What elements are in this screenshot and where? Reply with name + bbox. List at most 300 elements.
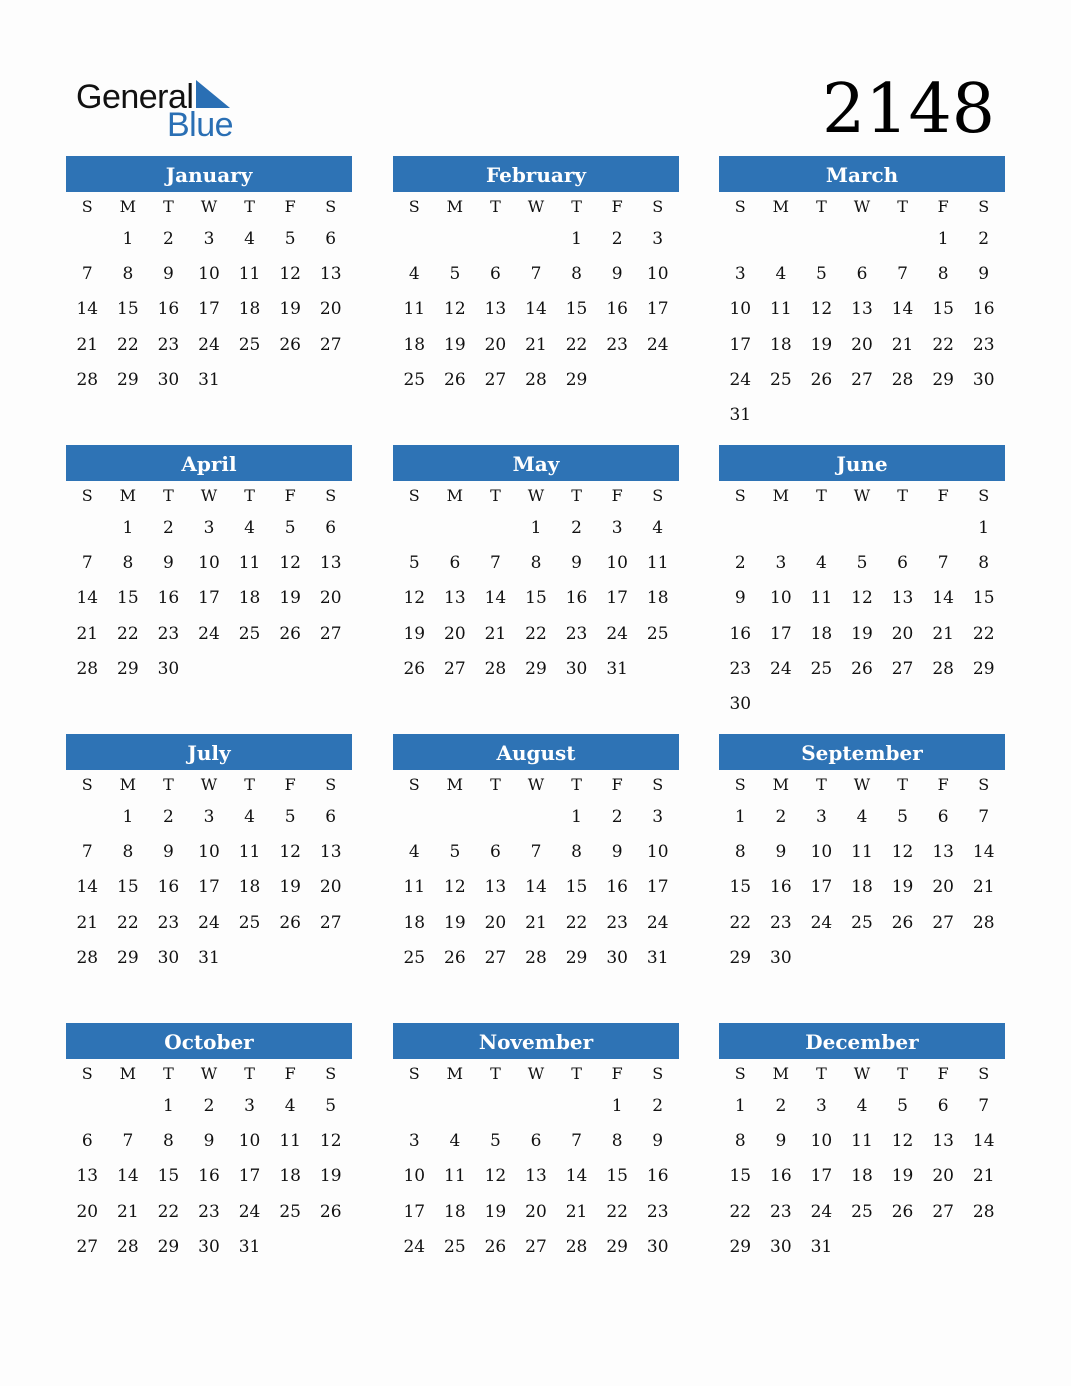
day-empty bbox=[67, 1089, 108, 1124]
month-header: June bbox=[719, 445, 1005, 481]
day-cell: 31 bbox=[238, 1236, 261, 1257]
day-cell: 25 bbox=[770, 369, 792, 390]
weekday-label: T bbox=[163, 775, 174, 794]
day-cell: 29 bbox=[157, 1236, 180, 1257]
month-header: March bbox=[719, 156, 1005, 192]
weekday-label: S bbox=[325, 197, 337, 216]
day-cell: 1 bbox=[122, 807, 134, 827]
weekday-label: W bbox=[527, 1064, 545, 1083]
day-cell: 23 bbox=[646, 1201, 669, 1222]
day-cell: 11 bbox=[238, 264, 261, 285]
day-cell: 5 bbox=[284, 807, 296, 827]
day-cell: 17 bbox=[810, 1166, 833, 1187]
day-cell: 8 bbox=[937, 264, 949, 285]
month-header: August bbox=[393, 734, 679, 770]
day-cell: 22 bbox=[932, 334, 954, 355]
day-cell: 3 bbox=[203, 229, 215, 249]
day-cell: 16 bbox=[157, 588, 180, 609]
day-empty bbox=[516, 800, 557, 835]
weekday-label: S bbox=[81, 775, 93, 794]
day-cell: 9 bbox=[775, 842, 787, 863]
day-cell: 20 bbox=[851, 334, 873, 355]
weekday-label: S bbox=[734, 197, 746, 216]
day-cell: 17 bbox=[403, 1201, 426, 1222]
weekday-label: S bbox=[81, 197, 93, 216]
day-cell: 4 bbox=[775, 264, 787, 285]
day-cell: 4 bbox=[856, 1096, 868, 1116]
day-cell: 16 bbox=[770, 877, 792, 898]
weekday-label: S bbox=[734, 486, 746, 505]
day-cell: 30 bbox=[606, 947, 628, 968]
day-cell: 21 bbox=[972, 877, 995, 898]
day-cell: 28 bbox=[117, 1236, 139, 1257]
day-cell: 3 bbox=[734, 264, 746, 285]
day-cell: 20 bbox=[525, 1201, 547, 1222]
weekday-label: W bbox=[200, 775, 218, 794]
day-cell: 13 bbox=[851, 299, 873, 320]
weekday-label: W bbox=[853, 486, 871, 505]
day-cell: 12 bbox=[891, 1131, 914, 1152]
day-cell: 29 bbox=[606, 1236, 628, 1257]
month-header: May bbox=[393, 445, 679, 481]
day-cell: 3 bbox=[652, 807, 664, 827]
weekday-label: W bbox=[853, 197, 871, 216]
day-empty bbox=[842, 511, 883, 546]
day-cell: 6 bbox=[937, 807, 949, 827]
day-cell: 7 bbox=[530, 264, 542, 285]
day-cell: 13 bbox=[525, 1166, 547, 1187]
day-cell: 1 bbox=[734, 807, 746, 827]
day-cell: 1 bbox=[163, 1096, 174, 1116]
day-cell: 7 bbox=[81, 842, 93, 863]
day-cell: 9 bbox=[611, 264, 623, 285]
weekday-label: W bbox=[853, 775, 871, 794]
day-cell: 2 bbox=[611, 807, 623, 827]
day-cell: 6 bbox=[449, 553, 461, 574]
day-cell: 19 bbox=[279, 299, 301, 320]
weekday-label: S bbox=[978, 486, 990, 505]
day-empty bbox=[720, 222, 761, 257]
month-header: February bbox=[393, 156, 679, 192]
day-cell: 28 bbox=[932, 658, 954, 679]
day-cell: 24 bbox=[810, 1201, 833, 1222]
day-cell: 18 bbox=[851, 877, 873, 898]
day-cell: 7 bbox=[571, 1131, 582, 1152]
day-cell: 26 bbox=[279, 912, 301, 933]
day-cell: 24 bbox=[729, 369, 752, 390]
day-cell: 19 bbox=[403, 623, 426, 644]
day-cell: 13 bbox=[932, 842, 954, 863]
day-cell: 4 bbox=[244, 807, 255, 827]
month-november bbox=[393, 1023, 679, 1265]
day-empty bbox=[842, 222, 883, 257]
day-cell: 5 bbox=[408, 553, 420, 574]
day-cell: 1 bbox=[978, 518, 990, 538]
day-cell: 28 bbox=[76, 369, 99, 390]
weekday-label: F bbox=[611, 775, 623, 794]
day-cell: 6 bbox=[856, 264, 868, 285]
day-cell: 3 bbox=[203, 807, 215, 827]
day-cell: 31 bbox=[729, 404, 752, 425]
weekday-label: T bbox=[244, 775, 255, 794]
day-cell: 12 bbox=[319, 1131, 342, 1152]
month-grid bbox=[393, 770, 679, 976]
day-cell: 9 bbox=[652, 1131, 664, 1152]
day-cell: 2 bbox=[571, 518, 582, 538]
day-cell: 2 bbox=[163, 229, 174, 249]
day-cell: 18 bbox=[238, 877, 261, 898]
day-cell: 6 bbox=[81, 1131, 93, 1152]
day-cell: 10 bbox=[770, 588, 792, 609]
weekday-label: S bbox=[408, 1064, 420, 1083]
day-cell: 20 bbox=[319, 588, 342, 609]
day-cell: 25 bbox=[238, 912, 261, 933]
day-cell: 4 bbox=[408, 842, 420, 863]
month-july bbox=[66, 734, 352, 976]
day-cell: 15 bbox=[117, 588, 139, 609]
day-cell: 24 bbox=[198, 623, 220, 644]
day-empty bbox=[67, 800, 108, 835]
day-cell: 14 bbox=[972, 842, 995, 863]
day-cell: 23 bbox=[157, 623, 180, 644]
day-cell: 24 bbox=[403, 1236, 426, 1257]
day-empty bbox=[475, 222, 516, 257]
day-cell: 25 bbox=[403, 947, 426, 968]
day-cell: 5 bbox=[897, 807, 908, 827]
day-cell: 30 bbox=[198, 1236, 220, 1257]
weekday-label: T bbox=[163, 197, 174, 216]
month-grid bbox=[393, 1059, 679, 1265]
day-cell: 14 bbox=[117, 1166, 139, 1187]
day-cell: 17 bbox=[646, 299, 669, 320]
day-cell: 28 bbox=[972, 912, 995, 933]
day-cell: 20 bbox=[319, 299, 342, 320]
day-cell: 9 bbox=[163, 842, 174, 863]
weekday-label: M bbox=[772, 486, 790, 505]
day-cell: 22 bbox=[117, 912, 139, 933]
day-cell: 17 bbox=[198, 299, 220, 320]
day-cell: 27 bbox=[76, 1236, 99, 1257]
day-cell: 23 bbox=[565, 623, 588, 644]
day-cell: 17 bbox=[729, 334, 752, 355]
day-cell: 17 bbox=[810, 877, 833, 898]
weekday-label: W bbox=[527, 486, 545, 505]
month-october bbox=[66, 1023, 352, 1265]
day-cell: 29 bbox=[565, 947, 588, 968]
day-cell: 19 bbox=[891, 877, 914, 898]
day-cell: 10 bbox=[729, 299, 752, 320]
weekday-label: T bbox=[816, 1064, 827, 1083]
day-cell: 9 bbox=[163, 264, 174, 285]
day-cell: 25 bbox=[403, 369, 426, 390]
day-cell: 27 bbox=[319, 912, 342, 933]
day-cell: 19 bbox=[810, 334, 833, 355]
day-cell: 13 bbox=[319, 842, 342, 863]
weekday-label: S bbox=[408, 197, 420, 216]
day-cell: 26 bbox=[444, 369, 466, 390]
month-grid bbox=[719, 192, 1005, 433]
day-empty bbox=[761, 222, 802, 257]
day-cell: 28 bbox=[565, 1236, 588, 1257]
day-cell: 29 bbox=[729, 947, 752, 968]
day-cell: 23 bbox=[770, 1201, 792, 1222]
day-cell: 23 bbox=[972, 334, 995, 355]
weekday-label: S bbox=[652, 486, 664, 505]
weekday-label: F bbox=[611, 486, 623, 505]
day-cell: 8 bbox=[571, 264, 582, 285]
day-cell: 23 bbox=[198, 1201, 220, 1222]
day-cell: 8 bbox=[978, 553, 990, 574]
weekday-label: M bbox=[772, 1064, 790, 1083]
day-cell: 21 bbox=[972, 1166, 995, 1187]
day-cell: 13 bbox=[319, 553, 342, 574]
brand-logo bbox=[76, 78, 246, 142]
day-cell: 19 bbox=[851, 623, 873, 644]
day-empty bbox=[435, 222, 476, 257]
day-cell: 31 bbox=[606, 658, 628, 679]
day-cell: 19 bbox=[484, 1201, 507, 1222]
weekday-label: T bbox=[490, 1064, 501, 1083]
day-empty bbox=[882, 511, 923, 546]
day-cell: 4 bbox=[816, 553, 827, 574]
day-cell: 15 bbox=[729, 1166, 752, 1187]
day-cell: 25 bbox=[646, 623, 669, 644]
day-cell: 9 bbox=[978, 264, 990, 285]
day-cell: 8 bbox=[530, 553, 542, 574]
month-header: November bbox=[393, 1023, 679, 1059]
day-cell: 5 bbox=[449, 264, 461, 285]
day-cell: 4 bbox=[652, 518, 664, 538]
day-cell: 29 bbox=[972, 658, 995, 679]
weekday-label: W bbox=[200, 1064, 218, 1083]
weekday-label: T bbox=[816, 197, 827, 216]
day-empty bbox=[923, 511, 964, 546]
day-cell: 12 bbox=[891, 842, 914, 863]
weekday-label: S bbox=[978, 197, 990, 216]
day-cell: 24 bbox=[198, 334, 220, 355]
month-header: October bbox=[66, 1023, 352, 1059]
day-cell: 7 bbox=[937, 553, 949, 574]
day-cell: 10 bbox=[646, 842, 669, 863]
weekday-label: M bbox=[119, 486, 137, 505]
day-cell: 2 bbox=[163, 807, 174, 827]
weekday-label: S bbox=[325, 1064, 337, 1083]
month-header: July bbox=[66, 734, 352, 770]
weekday-label: T bbox=[244, 1064, 255, 1083]
day-cell: 3 bbox=[408, 1131, 420, 1152]
month-grid bbox=[719, 481, 1005, 722]
weekday-label: S bbox=[325, 486, 337, 505]
brand-name-blue: Blue bbox=[167, 106, 234, 144]
day-cell: 3 bbox=[816, 807, 827, 827]
day-cell: 5 bbox=[284, 518, 296, 538]
day-cell: 21 bbox=[525, 334, 547, 355]
day-cell: 25 bbox=[851, 912, 873, 933]
day-cell: 4 bbox=[449, 1131, 461, 1152]
day-cell: 13 bbox=[484, 877, 507, 898]
calendar-year: 2148 bbox=[821, 70, 995, 149]
weekday-label: F bbox=[937, 197, 949, 216]
day-cell: 21 bbox=[484, 623, 507, 644]
day-cell: 10 bbox=[198, 264, 220, 285]
day-cell: 26 bbox=[810, 369, 833, 390]
day-cell: 3 bbox=[775, 553, 787, 574]
day-cell: 27 bbox=[851, 369, 873, 390]
day-cell: 2 bbox=[734, 553, 746, 574]
day-cell: 26 bbox=[319, 1201, 342, 1222]
day-cell: 14 bbox=[76, 877, 99, 898]
day-cell: 27 bbox=[444, 658, 466, 679]
day-cell: 27 bbox=[932, 912, 954, 933]
day-cell: 8 bbox=[571, 842, 582, 863]
weekday-label: T bbox=[571, 197, 582, 216]
day-cell: 5 bbox=[284, 229, 296, 249]
month-header: January bbox=[66, 156, 352, 192]
day-cell: 31 bbox=[198, 369, 220, 390]
day-cell: 14 bbox=[76, 299, 99, 320]
day-cell: 16 bbox=[729, 623, 752, 644]
day-cell: 29 bbox=[729, 1236, 752, 1257]
day-cell: 19 bbox=[279, 588, 301, 609]
day-cell: 14 bbox=[525, 299, 547, 320]
day-cell: 27 bbox=[525, 1236, 547, 1257]
day-cell: 31 bbox=[198, 947, 220, 968]
day-cell: 15 bbox=[565, 877, 588, 898]
weekday-label: S bbox=[408, 486, 420, 505]
day-cell: 23 bbox=[729, 658, 752, 679]
weekday-label: T bbox=[897, 486, 908, 505]
day-empty bbox=[67, 511, 108, 546]
day-cell: 30 bbox=[157, 369, 180, 390]
day-cell: 28 bbox=[76, 658, 99, 679]
day-cell: 16 bbox=[198, 1166, 220, 1187]
day-cell: 2 bbox=[775, 807, 787, 827]
day-cell: 26 bbox=[891, 1201, 914, 1222]
weekday-label: T bbox=[816, 486, 827, 505]
day-cell: 8 bbox=[122, 842, 134, 863]
day-empty bbox=[475, 800, 516, 835]
day-cell: 4 bbox=[244, 229, 255, 249]
day-cell: 11 bbox=[851, 842, 873, 863]
day-empty bbox=[475, 511, 516, 546]
weekday-label: M bbox=[119, 775, 137, 794]
weekday-label: W bbox=[527, 197, 545, 216]
day-cell: 18 bbox=[444, 1201, 466, 1222]
day-cell: 30 bbox=[770, 1236, 792, 1257]
day-cell: 8 bbox=[611, 1131, 623, 1152]
day-cell: 3 bbox=[203, 518, 215, 538]
day-cell: 20 bbox=[76, 1201, 99, 1222]
day-cell: 6 bbox=[897, 553, 908, 574]
day-cell: 13 bbox=[932, 1131, 954, 1152]
day-cell: 26 bbox=[444, 947, 466, 968]
day-cell: 6 bbox=[937, 1096, 949, 1116]
day-cell: 8 bbox=[163, 1131, 174, 1152]
weekday-label: F bbox=[937, 1064, 949, 1083]
day-cell: 21 bbox=[76, 334, 99, 355]
day-cell: 4 bbox=[284, 1096, 296, 1116]
day-cell: 22 bbox=[729, 912, 752, 933]
day-cell: 1 bbox=[571, 807, 582, 827]
day-cell: 16 bbox=[646, 1166, 669, 1187]
day-cell: 22 bbox=[606, 1201, 628, 1222]
day-cell: 18 bbox=[238, 588, 261, 609]
weekday-label: M bbox=[446, 1064, 464, 1083]
day-cell: 14 bbox=[891, 299, 914, 320]
day-cell: 20 bbox=[932, 1166, 954, 1187]
month-header: September bbox=[719, 734, 1005, 770]
day-cell: 9 bbox=[163, 553, 174, 574]
day-empty bbox=[67, 222, 108, 257]
day-cell: 26 bbox=[403, 658, 426, 679]
day-cell: 23 bbox=[157, 912, 180, 933]
day-cell: 28 bbox=[525, 369, 547, 390]
month-header: April bbox=[66, 445, 352, 481]
day-cell: 27 bbox=[932, 1201, 954, 1222]
day-cell: 13 bbox=[319, 264, 342, 285]
day-cell: 13 bbox=[891, 588, 914, 609]
day-cell: 25 bbox=[851, 1201, 873, 1222]
day-cell: 26 bbox=[484, 1236, 507, 1257]
day-empty bbox=[435, 1089, 476, 1124]
day-cell: 15 bbox=[972, 588, 995, 609]
month-january bbox=[66, 156, 352, 398]
day-cell: 23 bbox=[770, 912, 792, 933]
day-cell: 12 bbox=[810, 299, 833, 320]
day-cell: 15 bbox=[932, 299, 954, 320]
day-cell: 27 bbox=[484, 947, 507, 968]
day-cell: 4 bbox=[244, 518, 255, 538]
day-cell: 23 bbox=[606, 912, 628, 933]
day-cell: 25 bbox=[279, 1201, 301, 1222]
day-cell: 20 bbox=[484, 912, 507, 933]
day-cell: 22 bbox=[117, 334, 139, 355]
day-cell: 27 bbox=[891, 658, 914, 679]
month-may bbox=[393, 445, 679, 687]
month-grid bbox=[66, 1059, 352, 1265]
day-cell: 5 bbox=[490, 1131, 501, 1152]
day-cell: 13 bbox=[444, 588, 466, 609]
weekday-label: T bbox=[897, 197, 908, 216]
day-cell: 15 bbox=[606, 1166, 628, 1187]
day-cell: 28 bbox=[972, 1201, 995, 1222]
day-cell: 28 bbox=[891, 369, 914, 390]
weekday-label: S bbox=[81, 1064, 93, 1083]
day-empty bbox=[556, 1089, 597, 1124]
day-cell: 23 bbox=[606, 334, 628, 355]
day-cell: 23 bbox=[157, 334, 180, 355]
weekday-label: M bbox=[772, 197, 790, 216]
day-cell: 20 bbox=[891, 623, 914, 644]
day-cell: 17 bbox=[646, 877, 669, 898]
weekday-label: T bbox=[897, 775, 908, 794]
day-cell: 5 bbox=[325, 1096, 337, 1116]
weekday-label: M bbox=[446, 775, 464, 794]
day-cell: 13 bbox=[76, 1166, 99, 1187]
day-empty bbox=[394, 1089, 435, 1124]
day-cell: 21 bbox=[525, 912, 547, 933]
day-empty bbox=[394, 222, 435, 257]
day-cell: 17 bbox=[198, 588, 220, 609]
day-empty bbox=[882, 222, 923, 257]
day-cell: 12 bbox=[851, 588, 873, 609]
day-cell: 15 bbox=[525, 588, 547, 609]
day-empty bbox=[435, 511, 476, 546]
day-cell: 5 bbox=[449, 842, 461, 863]
day-cell: 15 bbox=[157, 1166, 180, 1187]
day-cell: 11 bbox=[403, 299, 426, 320]
day-cell: 8 bbox=[122, 553, 134, 574]
